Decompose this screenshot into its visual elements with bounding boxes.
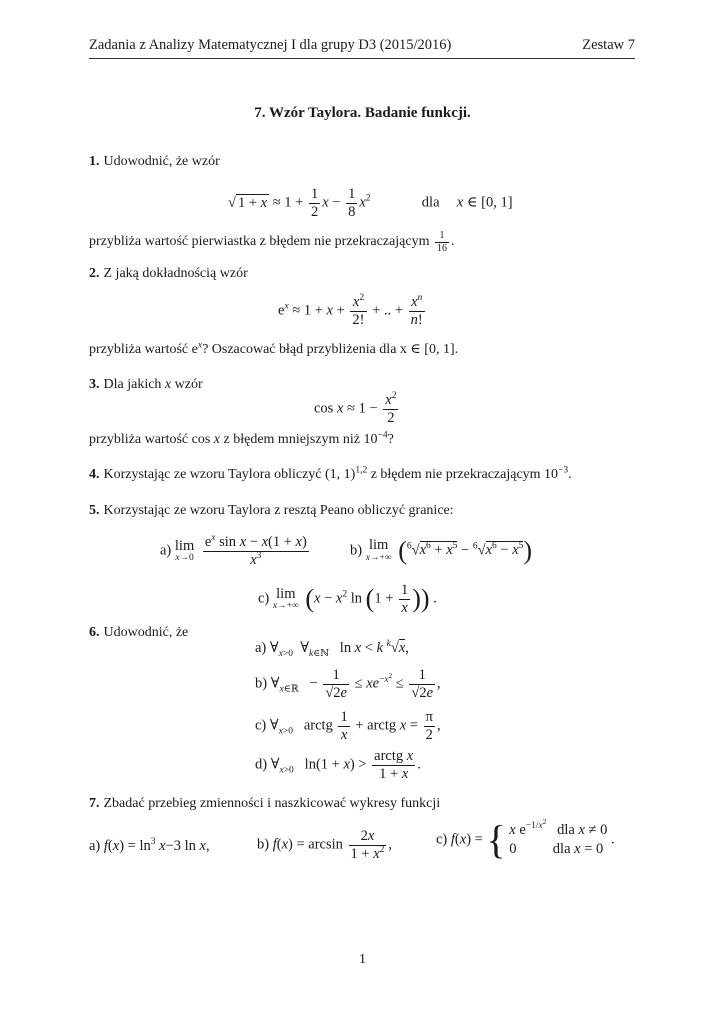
problem-4: 4. Korzystając ze wzoru Taylora obliczyć (1, 1)$^{1,2}$ z błędem nie przekraczającym $10^{-3}$. (89, 465, 572, 482)
problem-2-intro: 2. Z jaką dokładnością wzór (89, 266, 248, 281)
header-course-title: Zadania z Analizy Matematycznej I dla grupy D3 (2015/2016) (89, 37, 452, 53)
problem-6-c: c) $\forall_{x>0}$ arctg $\frac{1}{x}$ + arctg x = $\frac{\pi}{2}$ , (255, 709, 441, 743)
problem-7-intro: 7. Zbadać przebieg zmienności i naszkicować wykresy funkcji (89, 796, 441, 811)
problem-number: 1. (89, 154, 100, 169)
problem-5-limit-b: b) lim x→+∞ $(^6√x^6 + x^5 - ^6√x^6 - x^5)$ (350, 536, 533, 565)
problem-3-formula: cos x ≈ 1 − $\frac{x^2}{2}$ (314, 391, 397, 426)
problem-6-d: d) $\forall_{x>0}$ ln(1 + x) > $\frac{\text{arctg x}}{1 + x}$ . (255, 748, 421, 782)
header-set-label: Zestaw 7 (582, 37, 635, 53)
problem-1-formula: √ 1 + x ≈ 1 + $\frac{1}{2}$ x − $\frac{1}{8}$ $x^2$ dla x ∈ [0, 1] (228, 186, 513, 220)
problem-5-limit-a: a) lim x→0 $\frac{e^x \sin x - x(1 + x)}{x^3}$ (160, 533, 307, 568)
problem-5-limit-c: c) lim x→+∞ ($x - x^2$ ln (1 + $\frac{1}{x}$ )) . (258, 582, 437, 616)
problem-7-c: c) f(x) = { x $e^{-1/x^2}$ dla x ≠ 0 0 dla x = 0 . (436, 817, 615, 862)
problem-2-formula: $e^x \approx 1 + x$ + $\frac{x^2}{2!}$ + .. + $\frac{x^n}{n!}$ (278, 293, 423, 328)
problem-2-outro: przybliża wartość $e^x$? Oszacować błąd przybliżenia dla x ∈ [0, 1]. (89, 340, 459, 357)
problem-6-intro: 6. Udowodnić, że (89, 625, 189, 640)
problem-1-outro: przybliża wartość pierwiastka z błędem nie przekraczającym $\frac{1}{16}$ . (89, 230, 455, 254)
page-number: 1 (359, 952, 366, 967)
problem-1-intro: 1. Udowodnić, że wzór (89, 154, 220, 169)
page-header (89, 36, 635, 59)
problem-6-b: b) $\forall_{x\in ℝ}$ − $\frac{1}{√2e}$ ≤ $xe^{-x^2}$ ≤ $\frac{1}{√2e}$ , (255, 667, 441, 701)
problem-7-b: b) f(x) = arcsin $\frac{2x}{1 + x^2}$ , (257, 828, 393, 862)
page-title: 7. Wzór Taylora. Badanie funkcji. (254, 105, 471, 121)
problem-3-intro: 3. Dla jakich x wzór (89, 377, 203, 392)
problem-5-intro: 5. Korzystając ze wzoru Taylora z resztą Peano obliczyć granice: (89, 503, 454, 518)
problem-6-a: a) $\forall_{x>0}$ $\forall_{k\in ℕ}$ ln x < k $^k$√x, (255, 639, 409, 659)
problem-7-a: a) $f(x) = \ln^3 x-3$ ln x, (89, 837, 210, 854)
problem-3-outro: przybliża wartość cos x z błędem mniejszym niż $10^{-4}$? (89, 430, 394, 447)
